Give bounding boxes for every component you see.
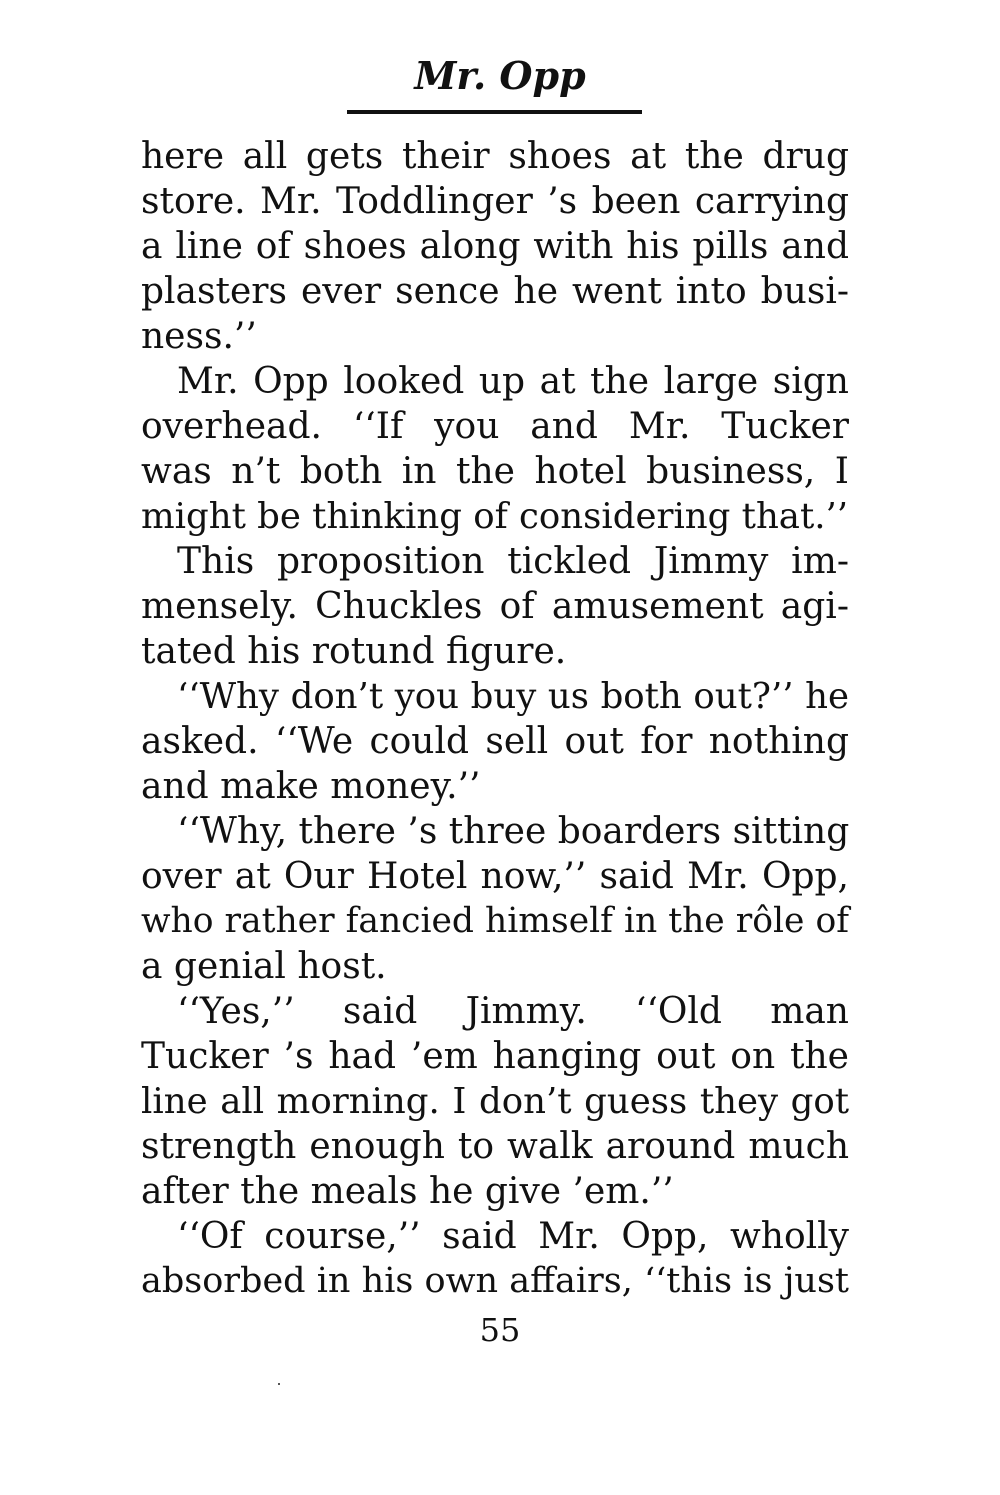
text-line: overhead. ‘‘If you and Mr. Tucker: [141, 406, 849, 447]
text-line: ness.’’: [141, 316, 257, 357]
text-line: asked. ‘‘We could sell out for nothing: [141, 721, 849, 762]
text-line: strength enough to walk around much: [141, 1126, 849, 1167]
text-line: mensely. Chuckles of amusement agi-: [141, 586, 849, 627]
text-line: over at Our Hotel now,’’ said Mr. Opp,: [141, 856, 849, 897]
text-line: absorbed in his own affairs, ‘‘this is just: [141, 1261, 849, 1301]
text-line: here all gets their shoes at the drug: [141, 136, 849, 177]
page-number: 55: [479, 1311, 521, 1349]
text-line: a line of shoes along with his pills and: [141, 226, 849, 267]
body-text: [141, 134, 849, 1304]
text-line: a genial host.: [141, 946, 387, 987]
text-line: tated his rotund figure.: [141, 631, 567, 672]
running-header: Mr. Opp: [414, 53, 586, 98]
text-line: was n’t both in the hotel business, I: [141, 451, 849, 492]
text-line: line all morning. I don’t guess they got: [141, 1081, 849, 1122]
text-line: ‘‘Yes,’’ said Jimmy. ‘‘Old man: [177, 991, 849, 1032]
text-line: who rather fancied himself in the rôle of: [141, 901, 849, 941]
text-line: ‘‘Why don’t you buy us both out?’’ he: [177, 676, 849, 717]
paper-speck: [278, 1383, 280, 1385]
text-line: Mr. Opp looked up at the large sign: [177, 361, 849, 402]
text-line: store. Mr. Toddlinger ’s been carrying: [141, 181, 849, 222]
text-line: might be thinking of considering that.’’: [141, 496, 849, 537]
text-line: Tucker ’s had ’em hanging out on the: [141, 1036, 849, 1077]
text-line: plasters ever sence he went into busi-: [141, 271, 849, 312]
text-line: and make money.’’: [141, 766, 481, 807]
text-line: This proposition tickled Jimmy im-: [177, 541, 849, 582]
header-rule: [347, 110, 642, 114]
text-line: ‘‘Of course,’’ said Mr. Opp, wholly: [177, 1216, 849, 1257]
text-line: ‘‘Why, there ’s three boarders sitting: [177, 811, 850, 852]
text-line: after the meals he give ’em.’’: [141, 1171, 674, 1212]
